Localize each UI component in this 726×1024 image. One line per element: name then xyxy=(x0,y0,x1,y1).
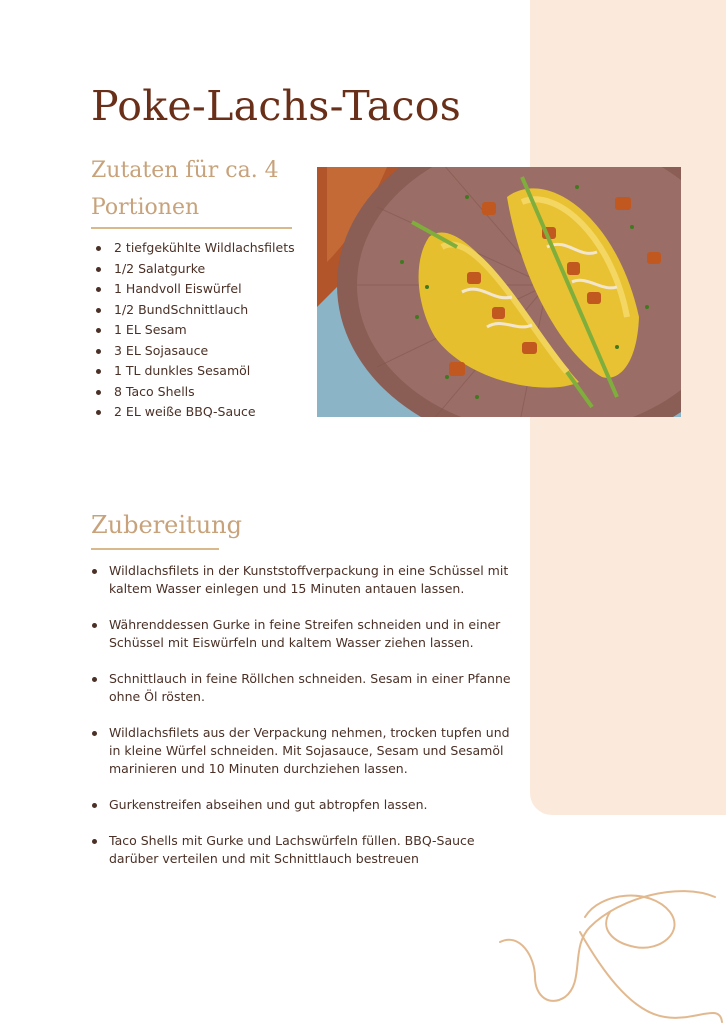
ingredient-item: 2 EL weiße BBQ-Sauce xyxy=(96,402,326,423)
ingredient-item: 1/2 Salatgurke xyxy=(96,259,326,280)
preparation-step: Wildlachsfilets in der Kunststoffverpackung in eine Schüssel mit kaltem Wasser einlegen und 15 Minuten antauen lassen. xyxy=(92,562,512,598)
preparation-step: Schnittlauch in feine Röllchen schneiden. Sesam in einer Pfanne ohne Öl rösten. xyxy=(92,670,512,706)
preparation-step: Taco Shells mit Gurke und Lachswürfeln füllen. BBQ-Sauce darüber verteilen und mit Schnittlauch bestreuen xyxy=(92,832,512,868)
ingredient-item: 1 EL Sesam xyxy=(96,320,326,341)
preparation-heading: Zubereitung xyxy=(91,511,242,539)
ingredient-item: 8 Taco Shells xyxy=(96,382,326,403)
ingredient-item: 1 Handvoll Eiswürfel xyxy=(96,279,326,300)
recipe-title: Poke-Lachs-Tacos xyxy=(91,82,462,130)
ingredient-item: 2 tiefgekühlte Wildlachsfilets xyxy=(96,238,326,259)
ingredients-heading: Zutaten für ca. 4 Portionen xyxy=(91,158,279,220)
preparation-step: Gurkenstreifen abseihen und gut abtropfen lassen. xyxy=(92,796,512,814)
ingredient-item: 3 EL Sojasauce xyxy=(96,341,326,362)
ingredients-list xyxy=(96,238,326,423)
preparation-step: Währenddessen Gurke in feine Streifen schneiden und in einer Schüssel mit Eiswürfeln und kaltem Wasser ziehen lassen. xyxy=(92,616,512,652)
tacos-photo xyxy=(317,167,681,417)
preparation-heading-underline xyxy=(91,548,219,550)
decorative-squiggle xyxy=(490,872,726,1024)
ingredients-heading-underline xyxy=(91,227,292,229)
preparation-steps xyxy=(92,562,512,886)
ingredient-item: 1/2 BundSchnittlauch xyxy=(96,300,326,321)
ingredient-item: 1 TL dunkles Sesamöl xyxy=(96,361,326,382)
preparation-step: Wildlachsfilets aus der Verpackung nehmen, trocken tupfen und in kleine Würfel schneiden. Mit Sojasauce, Sesam und Sesamöl marinieren und 10 Minuten durchziehen lassen. xyxy=(92,724,512,778)
